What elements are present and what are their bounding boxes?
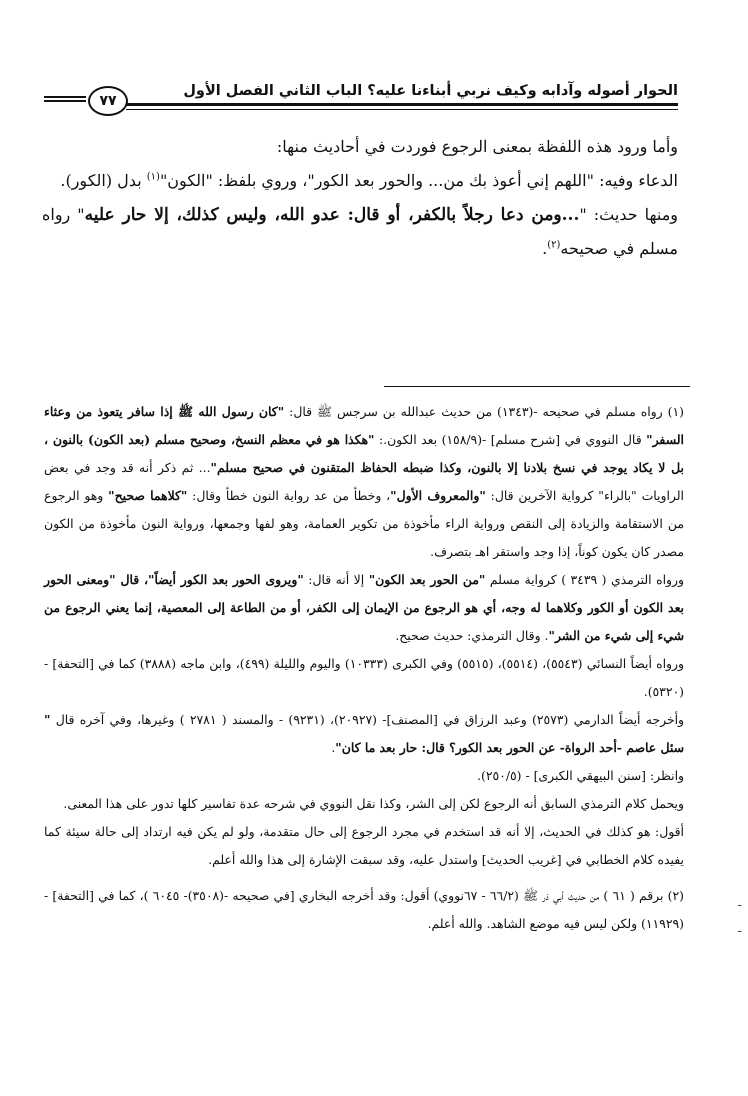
fn1-nawawi-quote: "هكذا هو في معظم النسخ، وصحيح مسلم (بعد الكون) بالنون ، بل لا يكاد يوجد في نسخ بلادنا إلا بالنون، وكذا ضبطه الحفاظ المتقنون في صحيح مسلم" <box>44 432 684 475</box>
hadith-intro: ومنها حديث: " <box>579 205 679 224</box>
paragraph-dua-text: الدعاء وفيه: "اللهم إني أعوذ بك من... والحور بعد الكور"، وروي بلفظ: "الكون" <box>159 171 678 190</box>
fn1-darimi-end: . <box>331 740 336 755</box>
fn1-known: "والمعروف الأول" <box>390 488 486 503</box>
paragraph-intro: وأما ورود هذه اللفظة بمعنى الرجوع فوردت في أحاديث منها: <box>276 137 678 156</box>
header-rule-left <box>44 96 86 98</box>
footnote-1 <box>44 398 684 874</box>
paragraph-hadith <box>42 198 678 266</box>
footnote-1-author: أقول: هو كذلك في الحديث، إلا أنه قد استخدم في مجرد الرجوع إلى حال متقدمة، ولو لم يكن فيه ارتداد إلى حالة سيئة كما يفيده كلام الخطابي في [غريب الحديث] واستدل عليه، وقد سبقت الإشارة إلى هذا والله أعلم. <box>44 824 684 867</box>
running-header <box>150 80 678 102</box>
footnote-1-main <box>44 398 684 566</box>
fn1-tirmidhi-meaning: "ويروى الحور بعد الكور أيضاً"، قال "ومعنى الحور بعد الكون أو الكور وكلاهما له وجه، أي هو الرجوع من الإيمان إلى الكفر، أو من الطاعة إلى المعصية، إنما يعني الرجوع من شيء إلى شيء من الشر" <box>44 572 684 643</box>
footnote-2: (٢) برقم ( ٦١ ) من حديث أبي ذر ﷺ (٦٦/٢ - ٦٧نووي) أقول: وقد أخرجه البخاري [في صحيحه -(٣٥٠٨)- ٦٠٤٥ )، كما في [التحفة] - (١١٩٢٩) ولكن ليس فيه موضع الشاهد. والله أعلم. <box>44 888 684 931</box>
footnote-ref-2[interactable]: (٢) <box>547 239 561 251</box>
fn1-nawawi: قال النووي في [شرح مسلم] -(١٥٨/٩) بعد الكون.: <box>374 432 647 447</box>
fn1-quote: "كان رسول الله ﷺ إذا سافر يتعوذ من وعثاء السفر" <box>44 404 684 447</box>
hadith-quote: ...ومن دعا رجلاً بالكفر، أو قال: عدو الله، وليس كذلك، إلا حار عليه <box>84 205 580 225</box>
footnote-1-nasai: ورواه أيضاً النسائي (٥٥٤٣)، (٥٥١٤)، (٥٥١٥) وفي الكبرى (١٠٣٣٣) واليوم والليلة (٤٩٩)، وابن ماجه (٣٨٨٨) كما في [التحفة] - (٥٣٢٠). <box>44 656 685 699</box>
footnote-1-interpret: ويحمل كلام الترمذي السابق أنه الرجوع لكن إلى الشر، وكذا نقل النووي في شرحه عدة تفاسير كلها تدور على هذا المعنى. <box>63 796 684 811</box>
fn1-darimi-quote: " سئل عاصم -أحد الرواة- عن الحور بعد الكور؟ قال: حار بعد ما كان" <box>44 712 684 755</box>
fn1-both: "كلاهما صحيح" <box>108 488 188 503</box>
main-text <box>42 130 678 266</box>
paragraph-dua-tail: بدل (الكور). <box>60 171 147 190</box>
footnote-1-darimi <box>44 706 684 762</box>
footnote-1-tirmidhi <box>44 566 684 650</box>
book-title: الحوار أصوله وآدابه وكيف نربي أبناءنا عليه؟ <box>367 83 678 99</box>
margin-mark: ـ <box>738 922 742 935</box>
fn1-tirmidhi-said: إلا أنه قال: <box>303 572 369 587</box>
fn1-variant: ... ثم ذكر أنه قد وجد في بعض الراويات "بالراء" كرواية الآخرين قال: <box>44 460 684 503</box>
header-rule-left-2 <box>44 100 86 102</box>
page-number: ٧٧ <box>88 86 128 116</box>
fn1-tirmidhi-src: ورواه الترمذي ( ٣٤٣٩ ) كرواية مسلم <box>485 572 685 587</box>
fn1-tirmidhi-grade: . وقال الترمذي: حديث صحيح. <box>395 628 549 643</box>
hadith-source: " رواه مسلم في صحيحه <box>42 205 678 258</box>
fn1-error: ، وخطأ من عد رواية النون خطأ وقال: <box>187 488 391 503</box>
fn1-source: (١) رواه مسلم في صحيحه -(١٣٤٣) من حديث عبدالله بن سرجس ﷺ قال: <box>284 404 684 419</box>
footnote-separator <box>384 386 690 387</box>
header-rule-thin <box>126 109 678 110</box>
footnote-ref-1[interactable]: (١) <box>146 171 160 183</box>
fn1-tirmidhi-quote: "من الحور بعد الكون" <box>368 572 486 587</box>
header-rule-thick <box>126 103 678 106</box>
paragraph-dua <box>42 164 678 198</box>
fn1-explain: وهو الرجوع من الاستقامة والزيادة إلى النقص ورواية الراء مأخوذة من تكوير العمامة، وهو لفها وجمعها، ورواية النون مأخوذة من الكون مصدر كان يكون كوناً، إذا وجد واستقر اهـ بتصرف. <box>44 488 684 559</box>
footnotes <box>44 398 684 938</box>
margin-mark: ـ <box>738 896 742 909</box>
chapter-title: الباب الثاني الفصل الأول <box>183 83 363 99</box>
hadith-end: . <box>542 239 548 258</box>
fn1-darimi-src: وأخرجه أيضاً الدارمي (٢٥٧٣) وعبد الرزاق في [المصنف]- (٢٠٩٢٧)، (٩٢٣١) - والمسند ( ٢٧٨١ ) وغيرها، وفي آخره قال <box>50 712 684 727</box>
footnote-1-see: وانظر: [سنن البيهقي الكبرى] - (٢٥٠/٥). <box>477 768 684 783</box>
